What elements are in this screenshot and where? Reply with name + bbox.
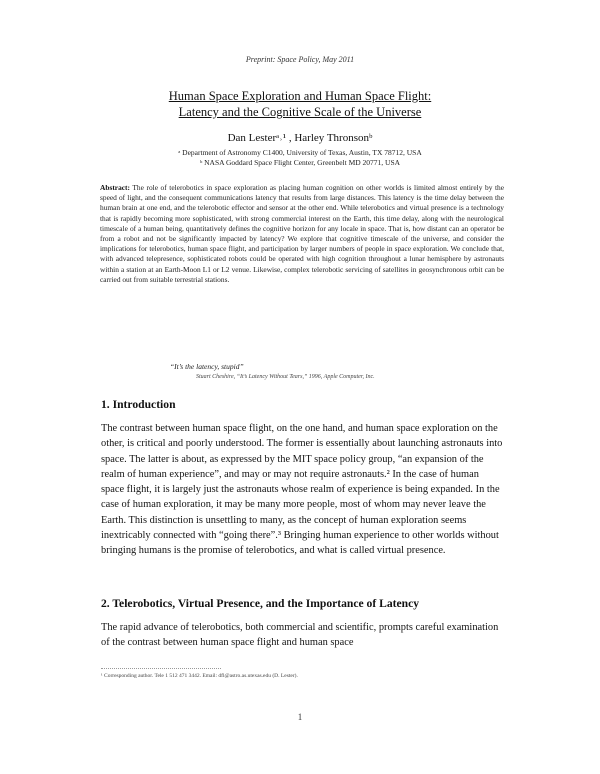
page-number: 1 (297, 712, 303, 722)
title-line-1: Human Space Exploration and Human Space Flight: (168, 89, 432, 103)
epigraph-quote: “It’s the latency, stupid” (170, 362, 244, 371)
abstract (100, 183, 504, 285)
abstract-text: The role of telerobotics in space exploration as placing human cognition on other worlds is limited almost entirely by the speed of light, and the consequent communications latency that results from large distances. This latency is the time delay between the human brain at one end, and the telerobotic effector and sensor at the other end. While telerobotics and virtual presence is a technology that is rapidly becoming more sophisticated, with strong commercial interest on the Earth, this time delay, along with the neurological timescale of a human being, quantitatively defines the cognitive horizon for any locale in space. That is, how distant can an operator be from a robot and not be significantly impacted by latency? We explore that cognitive timescale of the universe, and consider the implications for telerobotics, human space flight, and participation by larger numbers of people in space exploration. We conclude that, with advanced telepresence, sophisticated robots could be operated with high cognition throughout a lunar hemisphere by astronauts within a station at an Earth-Moon L1 or L2 venue. Likewise, complex telerobotic servicing of satellites in geosynchronous orbit can be carried out from suitable terrestrial stations. (100, 183, 504, 284)
section-2-text: The rapid advance of telerobotics, both commercial and scientific, prompts careful examination of the contrast between human space flight and human space (101, 622, 499, 649)
section-2-heading: 2. Telerobotics, Virtual Presence, and the Importance of Latency (101, 597, 420, 610)
epigraph-source: Stuart Cheshire, “It’s Latency Without Tears,” 1996, Apple Computer, Inc. (196, 374, 375, 380)
section-1-text: The contrast between human space flight, on the one hand, and human space exploration on the other, is critical and poorly understood. The former is essentially about launching astronauts into space. The latter is about, as expressed by the MIT space policy group, “an expansion of the realm of human experience”, and may or may not require astronauts.² In the case of human space flight, it is largely just the astronauts whose realm of experience is being expanded. In the case of human exploration, it may be many more people, most of whom may never leave the Earth. This distinction is unsettling to many, as the concept of human exploration seems inextricably connected with “going there”.³ Bringing human experience to other worlds without bringing humans is the promise of telerobotics, and what is called virtual presence. (101, 423, 503, 557)
footnote: ¹ Corresponding author. Tele 1 512 471 3442. Email: dfl@astro.as.utexas.edu (D. Lester). (101, 673, 298, 679)
affiliation-a: ᵃ Department of Astronomy C1400, University of Texas, Austin, TX 78712, USA (178, 148, 422, 157)
author-list: Dan Lesterᵃ˒¹ , Harley Thronsonᵇ (227, 132, 373, 144)
affiliation-b: ᵇ NASA Goddard Space Flight Center, Greenbelt MD 20771, USA (199, 158, 401, 167)
running-head: Preprint: Space Policy, May 2011 (245, 55, 355, 64)
section-1-heading: 1. Introduction (101, 398, 176, 411)
footnote-rule (101, 668, 221, 669)
abstract-label: Abstract: (100, 183, 130, 192)
title-line-2: Latency and the Cognitive Scale of the Universe (178, 105, 422, 119)
paper-title (0, 88, 600, 120)
